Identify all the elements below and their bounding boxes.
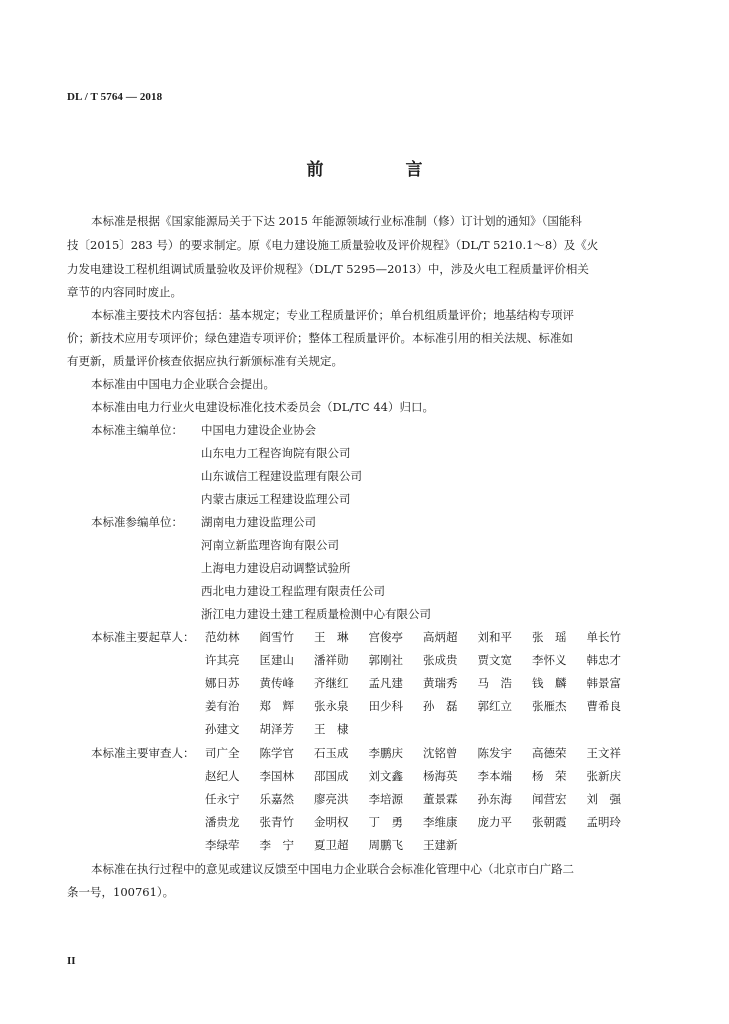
drafters-name: 姜有治 [205,699,240,713]
participating-unit: 河南立新监理咨询有限公司 [201,538,339,552]
paragraph-2-line: 有更新，质量评价核查依据应执行新颁标准有关规定。 [67,354,343,368]
reviewers-label: 本标准主要审查人： [91,746,195,760]
drafters-name: 刘和平 [477,630,512,644]
drafters-name: 许其亮 [205,653,240,667]
drafters-name: 阎雪竹 [259,630,294,644]
reviewers-name: 王建新 [423,838,458,852]
paragraph-1-line: 技〔2015〕283 号）的要求制定。原《电力建设施工质量验收及评价规程》（DL/T 5210.1～8）及《火 [67,238,599,252]
drafters-name: 孟凡建 [368,676,403,690]
standard-code-header: DL / T 5764 — 2018 [67,91,163,103]
reviewers-name: 王文祥 [586,746,621,760]
reviewers-name: 赵纪人 [205,769,240,783]
paragraph-1-line: 力发电建设工程机组调试质量验收及评价规程》（DL/T 5295—2013）中，涉及火电工程质量评价相关 [67,262,589,276]
drafters-name: 单长竹 [586,630,621,644]
chief-unit: 山东电力工程咨询院有限公司 [201,446,351,460]
drafters-name: 张雁杰 [532,699,567,713]
reviewers-name: 丁 勇 [368,815,403,829]
drafters-name: 张永泉 [314,699,349,713]
drafters-name: 张 瑶 [532,630,567,644]
reviewers-name: 孟明玲 [586,815,621,829]
participating-units-label: 本标准参编单位： [91,515,183,529]
paragraph-1-line: 本标准是根据《国家能源局关于下达 2015 年能源领域行业标准制（修）订计划的通知》（国能科 [91,214,582,228]
reviewers-name: 李绿荦 [205,838,240,852]
closing-line: 本标准在执行过程中的意见或建议反馈至中国电力企业联合会标准化管理中心（北京市白广路二 [91,862,574,876]
reviewers-name: 张青竹 [259,815,294,829]
reviewers-name: 杨 荣 [532,769,567,783]
drafters-name: 宫俊亭 [368,630,403,644]
drafters-name: 韩景富 [586,676,621,690]
participating-unit: 上海电力建设启动调整试验所 [201,561,351,575]
chief-unit: 内蒙古康远工程建设监理公司 [201,492,351,506]
closing-line: 条一号，100761）。 [67,885,175,899]
reviewers-name: 刘文鑫 [368,769,403,783]
reviewers-name: 邵国成 [314,769,349,783]
reviewers-name: 沈铭曾 [423,746,458,760]
chief-units-label: 本标准主编单位： [91,423,183,437]
drafters-name: 曹希良 [586,699,621,713]
drafters-name: 匡建山 [259,653,294,667]
drafters-name: 王 棣 [314,722,349,736]
drafters-name: 黄传峰 [259,676,294,690]
drafters-name: 黄瑞秀 [423,676,458,690]
drafters-label: 本标准主要起草人： [91,630,195,644]
reviewers-name: 高德荣 [532,746,567,760]
reviewers-name: 张新庆 [586,769,621,783]
drafters-name: 田少科 [368,699,403,713]
reviewers-name: 司广全 [205,746,240,760]
reviewers-name: 刘 强 [586,792,621,806]
reviewers-name: 李培源 [368,792,403,806]
reviewers-name: 陈发宇 [477,746,512,760]
page-number: II [67,955,76,967]
reviewers-name: 李 宁 [259,838,294,852]
reviewers-name: 庞力平 [477,815,512,829]
drafters-name: 郑 辉 [259,699,294,713]
paragraph-2-line: 价；新技术应用专项评价；绿色建造专项评价；整体工程质量评价。本标准引用的相关法规、标准如 [67,331,573,345]
reviewers-name: 李鹏庆 [368,746,403,760]
reviewers-name: 周鹏飞 [368,838,403,852]
drafters-name: 娜日苏 [205,676,240,690]
reviewers-name: 李国林 [259,769,294,783]
page-title: 前 言 [306,160,461,180]
reviewers-name: 任永宁 [205,792,240,806]
drafters-name: 齐继红 [314,676,349,690]
drafters-name: 范幼林 [205,630,240,644]
chief-unit: 山东诚信工程建设监理有限公司 [201,469,362,483]
drafters-name: 高炳超 [423,630,458,644]
reviewers-name: 杨海英 [423,769,458,783]
drafters-name: 孙 磊 [423,699,458,713]
chief-unit: 中国电力建设企业协会 [201,423,316,437]
reviewers-name: 李本端 [477,769,512,783]
drafters-name: 张成贵 [423,653,458,667]
reviewers-name: 董景霖 [423,792,458,806]
participating-unit: 湖南电力建设监理公司 [201,515,316,529]
reviewers-name: 乐嘉然 [259,792,294,806]
reviewers-name: 夏卫超 [314,838,349,852]
reviewers-name: 闻营宏 [532,792,567,806]
participating-unit: 浙江电力建设土建工程质量检测中心有限公司 [201,607,431,621]
paragraph-2-line: 本标准主要技术内容包括：基本规定；专业工程质量评价；单台机组质量评价；地基结构专项评 [91,308,574,322]
drafters-name: 孙建文 [205,722,240,736]
drafters-name: 潘祥勋 [314,653,349,667]
drafters-name: 马 浩 [477,676,512,690]
reviewers-name: 潘贵龙 [205,815,240,829]
reviewers-name: 陈学官 [259,746,294,760]
drafters-name: 钱 麟 [532,676,567,690]
drafters-name: 李怀义 [532,653,567,667]
drafters-name: 郭刚社 [368,653,403,667]
reviewers-name: 李维康 [423,815,458,829]
reviewers-name: 张朝霞 [532,815,567,829]
reviewers-name: 孙东海 [477,792,512,806]
drafters-name: 韩忠才 [586,653,621,667]
paragraph-1-line: 章节的内容同时废止。 [67,285,182,299]
reviewers-name: 石玉成 [314,746,349,760]
participating-unit: 西北电力建设工程监理有限责任公司 [201,584,385,598]
reviewers-name: 廖亮洪 [314,792,349,806]
reviewers-name: 金明权 [314,815,349,829]
drafters-name: 贾文宽 [477,653,512,667]
drafters-name: 郭红立 [477,699,512,713]
managed-by-line: 本标准由电力行业火电建设标准化技术委员会（DL/TC 44）归口。 [91,400,434,414]
drafters-name: 王 琳 [314,630,349,644]
drafters-name: 胡泽芳 [259,722,294,736]
proposed-by-line: 本标准由中国电力企业联合会提出。 [91,377,275,391]
